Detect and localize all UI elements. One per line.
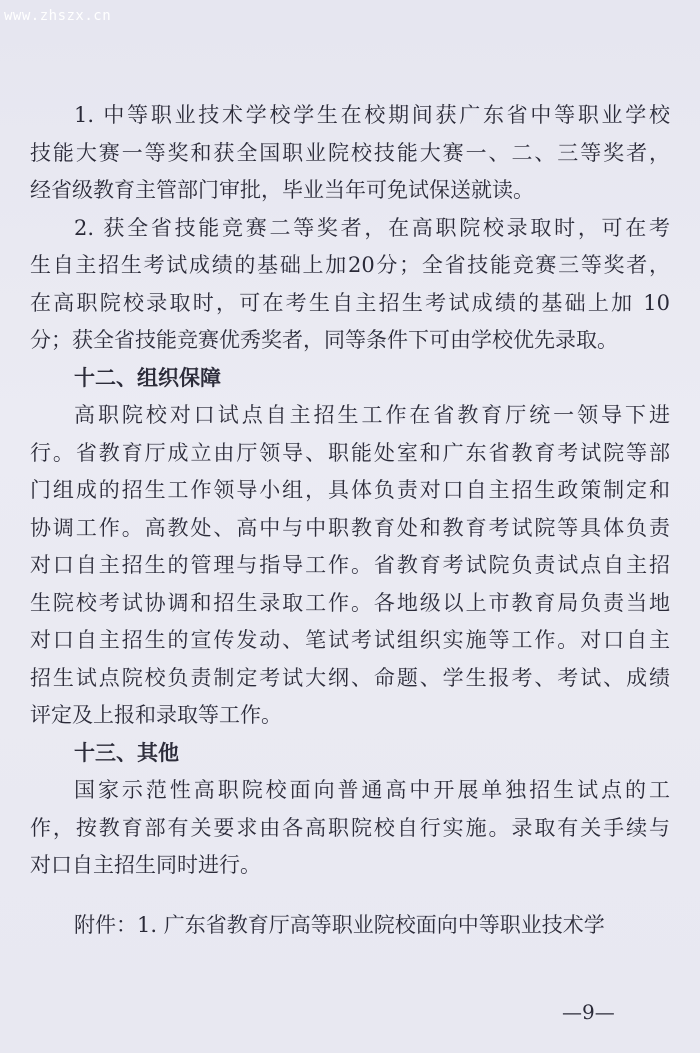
text-line: 1. 中等职业技术学校学生在校期间获广东省中等职业学校 xyxy=(74,103,670,127)
text-line: 评定及上报和录取等工作。 xyxy=(30,703,282,727)
text-line: 对口自主招生的宣传发动、笔试考试组织实施等工作。对口自主 xyxy=(30,628,670,652)
section-heading: 十二、组织保障 xyxy=(74,365,221,390)
text-line: 生自主招生考试成绩的基础上加20分；全省技能竞赛三等奖者， xyxy=(30,253,670,277)
text-line: 行。省教育厅成立由厅领导、职能处室和广东省教育考试院等部 xyxy=(30,440,670,465)
text-line: 生院校考试协调和招生录取工作。各地级以上市教育局负责当地 xyxy=(30,590,670,615)
text-line: 分；获全省技能竞赛优秀奖者，同等条件下可由学校优先录取。 xyxy=(30,328,618,352)
text-line: 在高职院校录取时，可在考生自主招生考试成绩的基础上加 10 xyxy=(30,290,670,315)
text-line: 2. 获全省技能竞赛二等奖者，在高职院校录取时，可在考 xyxy=(74,215,670,240)
text-line: 国家示范性高职院校面向普通高中开展单独招生试点的工 xyxy=(74,778,670,802)
text-line: 技能大赛一等奖和获全国职业院校技能大赛一、二、三等奖者， xyxy=(30,140,670,165)
text-line: 对口自主招生的管理与指导工作。省教育考试院负责试点自主招 xyxy=(30,553,670,577)
text-line: 对口自主招生同时进行。 xyxy=(30,853,261,877)
text-line: 门组成的招生工作领导小组，具体负责对口自主招生政策制定和 xyxy=(30,478,670,502)
text-line: 作，按教育部有关要求由各高职院校自行实施。录取有关手续与 xyxy=(30,815,670,840)
attachment-line: 附件：1. 广东省教育厅高等职业院校面向中等职业技术学 xyxy=(74,913,605,937)
document-body xyxy=(30,97,670,885)
text-line: 经省级教育主管部门审批，毕业当年可免试保送就读。 xyxy=(30,178,534,202)
watermark: www.zhszx.cn xyxy=(4,8,112,24)
text-line: 招生试点院校负责制定考试大纲、命题、学生报考、考试、成绩 xyxy=(30,665,670,690)
page-number: —9— xyxy=(562,1000,615,1024)
text-line: 协调工作。高教处、高中与中职教育处和教育考试院等具体负责 xyxy=(30,515,670,540)
section-heading: 十三、其他 xyxy=(74,740,179,765)
text-line: 高职院校对口试点自主招生工作在省教育厅统一领导下进 xyxy=(74,403,670,427)
